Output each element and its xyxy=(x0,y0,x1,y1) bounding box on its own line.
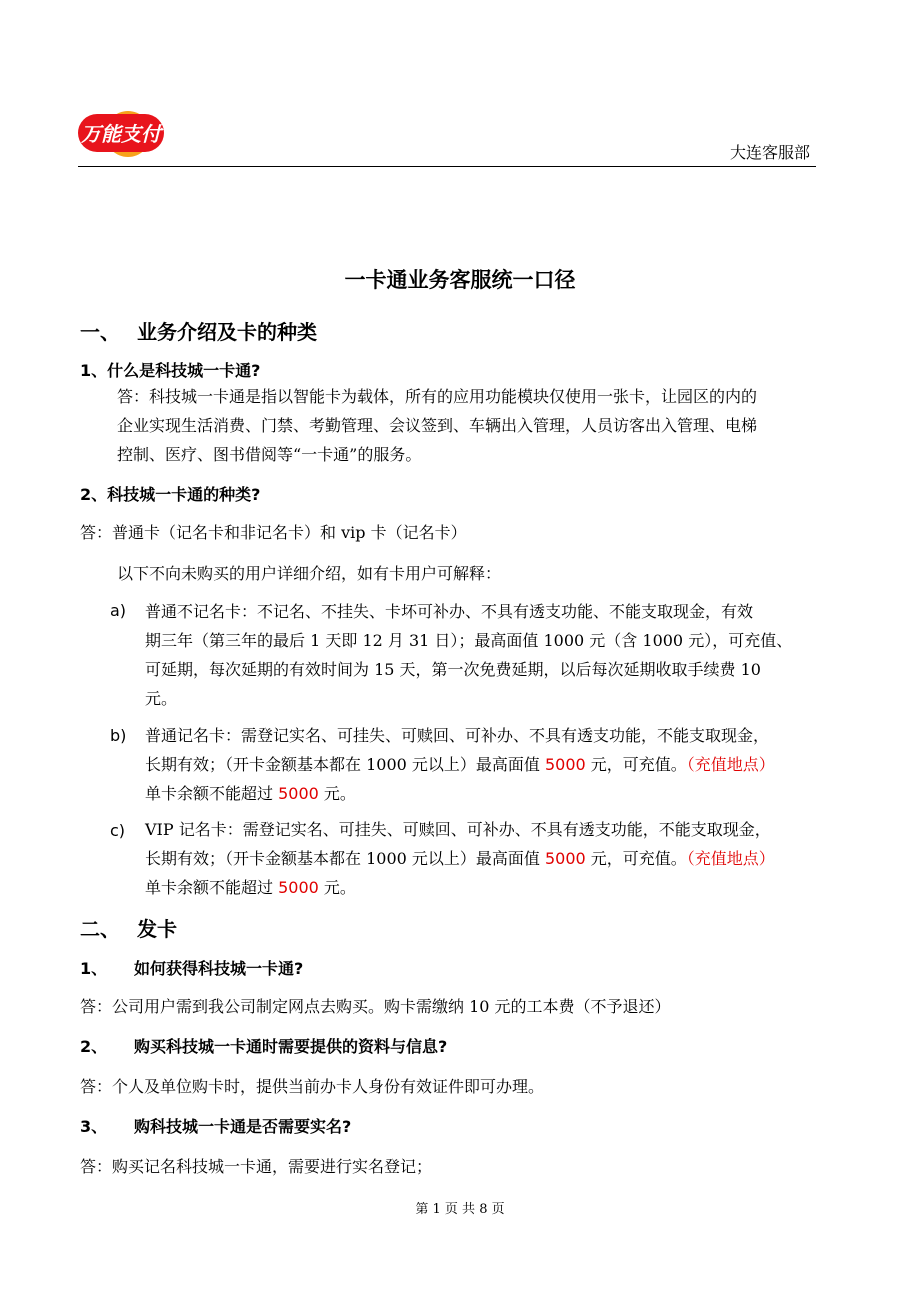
max-value: 5000 xyxy=(544,755,586,774)
page-number: 第 1 页 共 8 页 xyxy=(415,1202,505,1217)
item-c-text xyxy=(145,815,775,902)
question-number: 3、 xyxy=(80,1117,108,1136)
question-text: 购科技城一卡通是否需要实名? xyxy=(134,1117,352,1136)
item-line: 期三年（第三年的最后 1 天即 12 月 31 日）；最高面值 1000 元（含 1000 元），可充值、 xyxy=(145,631,793,650)
item-line: 普通记名卡：需登记实名、可挂失、可赎回、可补办、不具有透支功能，不能支取现金， xyxy=(145,726,770,745)
item-line: 普通不记名卡：不记名、不挂失、卡坏可补办、不具有透支功能、不能支取现金，有效 xyxy=(145,602,754,621)
recharge-location-link[interactable]: （充值地点） xyxy=(686,755,775,774)
item-text: 单卡余额不能超过 xyxy=(145,784,279,803)
section2-number: 二、 xyxy=(80,917,120,941)
company-logo xyxy=(78,110,166,158)
balance-limit: 5000 xyxy=(278,878,319,897)
question-number: 2、 xyxy=(80,1037,108,1056)
item-line xyxy=(145,844,775,873)
section2-title: 发卡 xyxy=(137,917,177,941)
document-title: 一卡通业务客服统一口径 xyxy=(344,268,576,292)
question-1: 1、什么是科技城一卡通? xyxy=(80,361,261,380)
item-b-text xyxy=(145,721,775,808)
question-text: 如何获得科技城一卡通? xyxy=(134,959,304,978)
balance-limit: 5000 xyxy=(278,784,319,803)
answer-1 xyxy=(117,382,757,469)
item-line xyxy=(145,873,775,902)
header-divider xyxy=(78,166,816,167)
item-line: 可延期，每次延期的有效时间为 15 天，第一次免费延期，以后每次延期收取手续费 10 xyxy=(145,660,761,679)
item-text: 元。 xyxy=(318,784,356,803)
answer-line: 控制、医疗、图书借阅等“一卡通”的服务。 xyxy=(117,445,422,464)
item-text: 长期有效；（开卡金额基本都在 1000 元以上）最高面值 xyxy=(145,755,545,774)
item-a-label: a) xyxy=(110,601,127,620)
item-text: 元，可充值。 xyxy=(585,849,687,868)
logo-text: 万能支付 xyxy=(81,122,161,146)
item-line xyxy=(145,750,775,779)
s2-answer-2: 答：个人及单位购卡时，提供当前办卡人身份有效证件即可办理。 xyxy=(80,1077,545,1096)
item-line xyxy=(145,779,775,808)
intro-text: 以下不向未购买的用户详细介绍，如有卡用户可解释： xyxy=(117,564,502,583)
s2-answer-1: 答：公司用户需到我公司制定网点去购买。购卡需缴纳 10 元的工本费（不予退还） xyxy=(80,997,671,1016)
item-c-label: c) xyxy=(110,821,126,840)
question-text: 购买科技城一卡通时需要提供的资料与信息? xyxy=(134,1037,448,1056)
max-value: 5000 xyxy=(544,849,586,868)
item-text: 元，可充值。 xyxy=(585,755,687,774)
recharge-location-link[interactable]: （充值地点） xyxy=(686,849,775,868)
answer-line: 答：科技城一卡通是指以智能卡为载体，所有的应用功能模块仅使用一张卡，让园区的内的 xyxy=(117,387,758,406)
item-b-label: b) xyxy=(110,726,127,745)
item-line: 元。 xyxy=(145,689,178,708)
item-a-text xyxy=(145,597,792,713)
question-number: 1、 xyxy=(80,959,108,978)
s2-answer-3: 答：购买记名科技城一卡通，需要进行实名登记； xyxy=(80,1157,433,1176)
item-text: 长期有效；（开卡金额基本都在 1000 元以上）最高面值 xyxy=(145,849,545,868)
section1-number: 一、 xyxy=(80,320,120,344)
section1-title: 业务介绍及卡的种类 xyxy=(137,320,317,344)
answer-2: 答：普通卡（记名卡和非记名卡）和 vip 卡（记名卡） xyxy=(80,523,467,542)
answer-line: 企业实现生活消费、门禁、考勤管理、会议签到、车辆出入管理，人员访客出入管理、电梯 xyxy=(117,416,758,435)
item-text: 单卡余额不能超过 xyxy=(145,878,279,897)
item-text: 元。 xyxy=(318,878,356,897)
question-2: 2、科技城一卡通的种类? xyxy=(80,485,261,504)
item-line: VIP 记名卡：需登记实名、可挂失、可赎回、可补办、不具有透支功能，不能支取现金， xyxy=(145,820,771,839)
department-name: 大连客服部 xyxy=(730,143,811,162)
